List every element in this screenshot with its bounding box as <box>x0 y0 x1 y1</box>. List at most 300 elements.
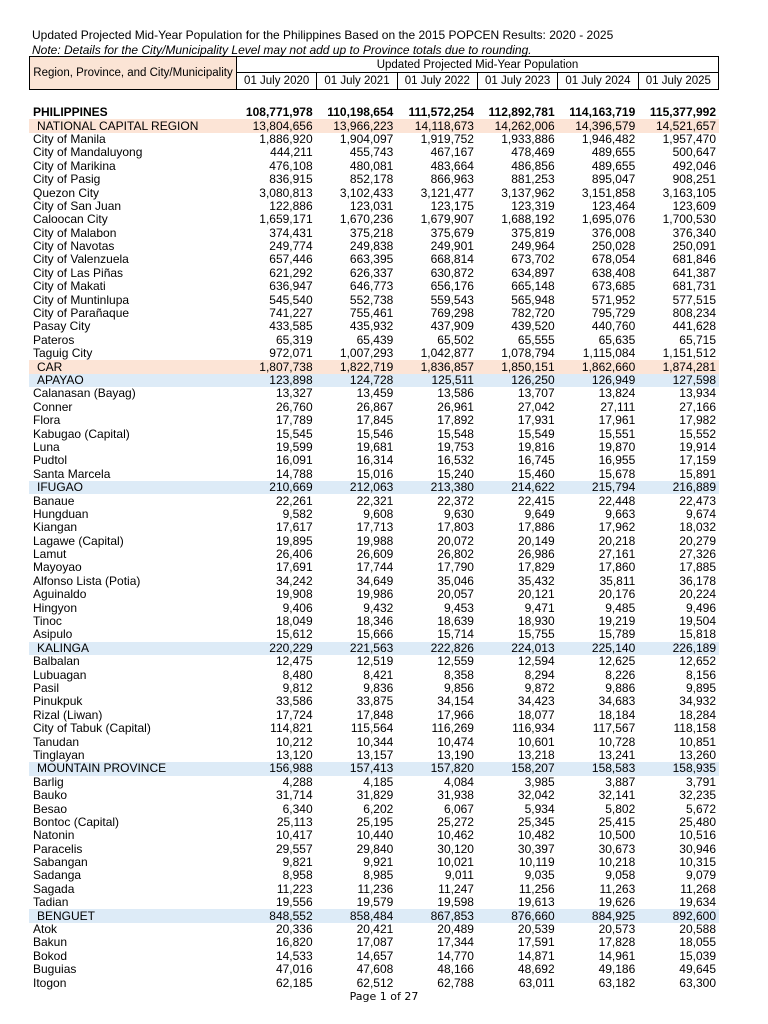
population-cell: 9,921 <box>363 855 394 870</box>
row-name: Conner <box>33 400 73 414</box>
population-cell: 441,628 <box>672 320 716 334</box>
population-cell: 213,380 <box>396 481 477 494</box>
table-row <box>29 468 719 481</box>
population-cell: 836,915 <box>269 172 313 187</box>
population-cell: 111,572,254 <box>408 106 474 120</box>
population-cell: 250,028 <box>591 239 636 254</box>
population-cell: 867,853 <box>396 909 477 922</box>
population-cell: 27,326 <box>679 547 716 562</box>
population-cell: 1,946,482 <box>581 132 636 146</box>
table-row <box>29 548 719 561</box>
table-row <box>29 896 719 909</box>
population-cell: 19,681 <box>356 440 394 454</box>
population-cell: 489,655 <box>591 159 636 173</box>
population-cell: 376,340 <box>672 226 716 240</box>
table-row <box>29 856 719 869</box>
population-cell: 65,715 <box>679 333 716 347</box>
population-cell: 13,966,223 <box>316 119 397 132</box>
population-cell: 1,933,886 <box>501 132 555 146</box>
population-cell: 12,594 <box>517 655 555 669</box>
population-cell: 9,453 <box>443 601 474 615</box>
population-cell: 17,966 <box>437 708 474 722</box>
population-cell: 35,811 <box>599 574 636 588</box>
population-cell: 18,184 <box>598 708 636 722</box>
population-cell: 17,848 <box>356 708 394 722</box>
population-cell: 1,151,512 <box>662 347 716 361</box>
population-cell: 65,502 <box>437 333 474 347</box>
population-cell: 17,860 <box>598 561 636 575</box>
population-cell: 14,396,579 <box>558 119 639 132</box>
population-cell: 20,539 <box>517 922 555 937</box>
table-row <box>29 360 719 373</box>
population-cell: 444,211 <box>270 146 313 160</box>
population-cell: 17,885 <box>679 561 716 575</box>
population-cell: 34,423 <box>517 695 555 709</box>
population-cell: 212,063 <box>316 481 397 494</box>
row-name: APAYAO <box>29 374 235 387</box>
population-cell: 48,166 <box>437 963 474 977</box>
population-cell: 755,461 <box>349 306 394 321</box>
population-cell: 17,789 <box>275 413 313 428</box>
row-name: Flora <box>33 413 61 428</box>
population-cell: 18,049 <box>275 614 313 629</box>
table-row <box>29 963 719 976</box>
population-cell: 1,904,097 <box>339 132 394 146</box>
table-row <box>29 454 719 467</box>
population-cell: 32,042 <box>517 788 555 803</box>
population-cell: 19,556 <box>275 896 313 910</box>
population-cell: 15,549 <box>517 427 555 441</box>
population-cell: 48,692 <box>517 963 555 977</box>
group-header: Updated Projected Mid-Year Population <box>237 57 719 73</box>
population-cell: 9,821 <box>282 855 313 870</box>
population-cell: 34,932 <box>679 695 716 709</box>
population-cell: 11,247 <box>438 882 474 896</box>
population-cell: 15,545 <box>275 427 313 441</box>
population-cell: 13,190 <box>437 748 474 762</box>
population-cell: 20,121 <box>517 588 555 602</box>
population-cell: 22,415 <box>517 494 555 508</box>
population-cell: 486,856 <box>511 159 555 173</box>
population-cell: 8,358 <box>443 668 474 682</box>
population-cell: 19,895 <box>275 534 313 548</box>
population-cell: 678,054 <box>591 253 636 267</box>
population-cell: 17,828 <box>598 936 636 950</box>
table-row <box>29 950 719 963</box>
row-name: Luna <box>33 440 60 454</box>
population-cell: 3,080,813 <box>259 186 313 200</box>
population-cell: 25,272 <box>437 815 474 829</box>
population-cell: 115,377,992 <box>649 106 716 120</box>
population-cell: 158,583 <box>558 762 639 775</box>
population-cell: 16,820 <box>275 936 313 950</box>
row-name: Hungduan <box>33 507 89 521</box>
population-cell: 124,728 <box>316 374 397 387</box>
row-name: Bauko <box>33 788 68 803</box>
population-cell: 17,617 <box>275 521 313 535</box>
population-cell: 15,789 <box>598 628 636 642</box>
table-row <box>29 521 719 534</box>
population-cell: 1,659,171 <box>259 213 313 227</box>
row-name: Natonin <box>33 829 75 843</box>
population-cell: 492,046 <box>672 159 716 173</box>
row-name: Itogon <box>33 976 67 990</box>
population-cell: 13,120 <box>275 748 313 762</box>
population-cell: 13,804,656 <box>235 119 316 132</box>
population-cell: 8,421 <box>363 668 394 682</box>
population-cell: 483,664 <box>430 159 474 173</box>
population-cell: 18,346 <box>356 614 394 629</box>
row-name: PHILIPPINES <box>33 106 108 120</box>
population-cell: 489,655 <box>591 146 636 160</box>
row-name: IFUGAO <box>29 481 235 494</box>
population-cell: 10,021 <box>437 855 474 870</box>
table-row <box>29 160 719 173</box>
population-cell: 26,802 <box>437 547 474 562</box>
population-cell: 19,634 <box>679 896 716 910</box>
table-row <box>29 106 719 119</box>
row-name: Balbalan <box>33 655 80 669</box>
population-cell: 14,262,006 <box>477 119 558 132</box>
population-cell: 26,867 <box>356 400 394 414</box>
table-row <box>29 936 719 949</box>
row-name: City of Parañaque <box>33 306 130 321</box>
table-row <box>29 709 719 722</box>
population-cell: 115,564 <box>350 721 394 736</box>
population-cell: 13,934 <box>679 387 716 401</box>
table-row <box>29 481 719 494</box>
population-cell: 808,234 <box>672 306 716 321</box>
population-cell: 565,948 <box>511 293 555 307</box>
population-cell: 13,586 <box>437 387 474 401</box>
table-row <box>29 776 719 789</box>
population-cell: 17,713 <box>356 521 394 535</box>
table-row <box>29 441 719 454</box>
table-row <box>29 334 719 347</box>
population-cell: 9,432 <box>363 601 394 615</box>
row-name: Lubuagan <box>33 668 87 682</box>
population-cell: 123,898 <box>235 374 316 387</box>
population-cell: 8,226 <box>605 668 636 682</box>
population-cell: 9,856 <box>443 681 474 695</box>
population-cell: 20,421 <box>356 922 394 937</box>
row-name: Buguias <box>33 963 77 977</box>
population-cell: 626,337 <box>349 266 394 280</box>
table-row <box>29 347 719 360</box>
population-cell: 9,812 <box>282 681 313 695</box>
population-cell: 15,612 <box>275 628 313 642</box>
population-cell: 20,224 <box>679 588 716 602</box>
table-row <box>29 802 719 815</box>
table-row <box>29 374 719 387</box>
population-cell: 32,141 <box>598 788 636 803</box>
row-name: City of Pasig <box>33 172 101 187</box>
table-row <box>29 749 719 762</box>
population-cell: 467,167 <box>430 146 474 160</box>
population-cell: 19,986 <box>356 588 394 602</box>
year-header: 01 July 2025 <box>638 73 718 90</box>
population-cell: 673,702 <box>511 253 555 267</box>
population-cell: 22,448 <box>598 494 636 508</box>
population-cell: 25,480 <box>679 815 716 829</box>
population-cell: 3,137,962 <box>501 186 555 200</box>
population-cell: 17,591 <box>517 936 555 950</box>
population-cell: 14,871 <box>517 949 555 963</box>
population-cell: 214,622 <box>477 481 558 494</box>
population-cell: 20,057 <box>437 588 474 602</box>
population-cell: 9,485 <box>605 601 636 615</box>
table-row <box>29 146 719 159</box>
population-cell: 9,406 <box>282 601 313 615</box>
population-cell: 630,872 <box>430 266 474 280</box>
population-cell: 18,930 <box>517 614 555 629</box>
population-cell: 1,850,151 <box>477 360 558 373</box>
population-cell: 681,846 <box>672 253 716 267</box>
population-cell: 1,836,857 <box>396 360 477 373</box>
population-cell: 9,608 <box>363 507 394 521</box>
population-cell: 11,236 <box>357 882 394 896</box>
population-cell: 8,480 <box>282 668 313 682</box>
population-cell: 249,774 <box>269 239 313 254</box>
population-cell: 25,113 <box>276 815 313 829</box>
population-cell: 22,261 <box>275 494 313 508</box>
population-cell: 892,600 <box>638 909 719 922</box>
population-cell: 18,032 <box>679 521 716 535</box>
population-cell: 19,816 <box>517 440 555 454</box>
population-cell: 769,298 <box>430 306 474 321</box>
table-row <box>29 695 719 708</box>
population-cell: 15,755 <box>517 628 555 642</box>
population-cell: 123,609 <box>672 199 716 213</box>
population-cell: 1,042,877 <box>420 347 474 361</box>
population-cell: 249,901 <box>430 239 474 254</box>
population-cell: 3,791 <box>685 775 716 789</box>
population-cell: 16,091 <box>275 454 313 468</box>
population-cell: 26,961 <box>437 400 474 414</box>
population-cell: 668,814 <box>430 253 474 267</box>
population-cell: 10,417 <box>275 829 313 843</box>
population-cell: 114,821 <box>270 721 313 736</box>
table-row <box>29 829 719 842</box>
population-cell: 25,345 <box>517 815 555 829</box>
row-name: Bontoc (Capital) <box>33 815 120 829</box>
population-cell: 4,084 <box>443 775 474 789</box>
row-name: Banaue <box>33 494 75 508</box>
population-cell: 249,838 <box>349 239 394 254</box>
table-row <box>29 200 719 213</box>
population-cell: 49,186 <box>598 963 636 977</box>
table-row <box>29 280 719 293</box>
row-name: City of San Juan <box>33 199 122 213</box>
population-cell: 559,543 <box>430 293 474 307</box>
document-title: Updated Projected Mid-Year Population for the Philippines Based on the 2015 POPCEN Results: 2020 - 2025 <box>32 28 614 42</box>
row-name: Santa Marcela <box>33 467 111 481</box>
population-cell: 20,336 <box>275 922 313 937</box>
population-cell: 13,459 <box>356 387 394 401</box>
population-cell: 19,988 <box>356 534 394 548</box>
population-cell: 552,738 <box>349 293 394 307</box>
population-cell: 14,770 <box>437 949 474 963</box>
population-cell: 19,504 <box>679 614 716 629</box>
year-header: 01 July 2024 <box>558 73 638 90</box>
row-name: Lagawe (Capital) <box>33 534 124 548</box>
population-cell: 33,875 <box>356 695 394 709</box>
row-name: KALINGA <box>29 642 235 655</box>
table-row <box>29 494 719 507</box>
population-cell: 63,182 <box>598 976 636 990</box>
population-cell: 9,471 <box>524 601 555 615</box>
population-cell: 11,268 <box>680 882 716 896</box>
population-cell: 5,934 <box>524 802 555 816</box>
population-cell: 226,189 <box>638 642 719 655</box>
table-row <box>29 401 719 414</box>
population-cell: 12,625 <box>598 655 636 669</box>
table-row <box>29 762 719 775</box>
population-cell: 375,679 <box>430 226 474 240</box>
table-row <box>29 923 719 936</box>
table-row <box>29 535 719 548</box>
population-cell: 5,672 <box>685 802 716 816</box>
table-row <box>29 869 719 882</box>
table-row <box>29 588 719 601</box>
population-cell: 15,039 <box>679 949 716 963</box>
population-cell: 10,851 <box>679 735 716 749</box>
population-cell: 1,886,920 <box>259 132 313 146</box>
population-cell: 8,156 <box>685 668 716 682</box>
table-header <box>29 56 719 90</box>
population-cell: 435,932 <box>349 320 394 334</box>
table-row <box>29 307 719 320</box>
population-cell: 1,807,738 <box>235 360 316 373</box>
row-name: City of Las Piñas <box>33 266 124 280</box>
table-row <box>29 213 719 226</box>
year-header: 01 July 2022 <box>397 73 477 90</box>
population-cell: 20,573 <box>598 922 636 937</box>
population-cell: 10,119 <box>518 855 555 870</box>
population-cell: 17,845 <box>356 413 394 428</box>
population-table <box>29 106 719 990</box>
population-cell: 15,460 <box>517 467 555 481</box>
population-cell: 8,958 <box>282 869 313 883</box>
population-cell: 19,914 <box>679 440 716 454</box>
population-cell: 8,294 <box>524 668 555 682</box>
row-name: Alfonso Lista (Potia) <box>33 574 141 588</box>
population-cell: 65,635 <box>598 333 636 347</box>
population-cell: 571,952 <box>591 293 636 307</box>
population-cell: 117,567 <box>592 721 636 736</box>
population-cell: 10,482 <box>517 829 555 843</box>
population-cell: 126,949 <box>558 374 639 387</box>
population-cell: 9,886 <box>605 681 636 695</box>
population-cell: 641,387 <box>672 266 716 280</box>
population-cell: 9,872 <box>524 681 555 695</box>
population-cell: 224,013 <box>477 642 558 655</box>
population-cell: 10,500 <box>598 829 636 843</box>
population-cell: 216,889 <box>638 481 719 494</box>
population-cell: 455,743 <box>349 146 394 160</box>
population-cell: 375,819 <box>511 226 555 240</box>
population-cell: 858,484 <box>316 909 397 922</box>
row-name: Tadian <box>33 896 69 910</box>
population-cell: 123,031 <box>349 199 394 213</box>
population-cell: 646,773 <box>349 280 394 294</box>
population-cell: 8,985 <box>363 869 394 883</box>
population-cell: 33,586 <box>275 695 313 709</box>
population-cell: 123,319 <box>511 199 555 213</box>
population-cell: 20,489 <box>437 922 474 937</box>
population-cell: 108,771,978 <box>245 106 313 120</box>
row-name: Sagada <box>33 882 75 896</box>
population-cell: 9,895 <box>685 681 716 695</box>
population-cell: 9,058 <box>605 869 636 883</box>
table-row <box>29 842 719 855</box>
row-name: Bakun <box>33 936 68 950</box>
population-cell: 9,630 <box>443 507 474 521</box>
population-cell: 634,897 <box>511 266 555 280</box>
row-label-header: Region, Province, and City/Municipality <box>30 57 237 90</box>
population-cell: 15,818 <box>679 628 716 642</box>
population-cell: 20,149 <box>517 534 555 548</box>
population-cell: 31,714 <box>275 788 313 803</box>
population-cell: 10,315 <box>679 855 716 870</box>
population-cell: 1,874,281 <box>638 360 719 373</box>
population-cell: 9,649 <box>524 507 555 521</box>
table-row <box>29 186 719 199</box>
row-name: City of Manila <box>33 132 106 146</box>
population-cell: 15,240 <box>437 467 474 481</box>
population-cell: 9,674 <box>685 507 716 521</box>
population-cell: 249,964 <box>511 239 555 254</box>
population-cell: 11,256 <box>518 882 555 896</box>
population-cell: 19,598 <box>437 896 474 910</box>
population-cell: 11,263 <box>599 882 636 896</box>
population-cell: 577,515 <box>672 293 716 307</box>
population-cell: 34,683 <box>598 695 636 709</box>
population-cell: 972,071 <box>269 347 313 361</box>
population-cell: 123,175 <box>430 199 474 213</box>
population-cell: 848,552 <box>235 909 316 922</box>
row-name: City of Valenzuela <box>33 253 129 267</box>
row-name: City of Muntinlupa <box>33 293 130 307</box>
population-cell: 15,666 <box>356 628 394 642</box>
population-cell: 17,961 <box>598 413 636 428</box>
row-name: Sabangan <box>33 855 88 870</box>
population-cell: 13,260 <box>679 748 716 762</box>
row-name: Pasil <box>33 681 60 695</box>
population-cell: 1,078,794 <box>501 347 555 361</box>
population-cell: 20,588 <box>679 922 716 937</box>
population-cell: 47,608 <box>356 963 394 977</box>
row-name: Tanudan <box>33 735 80 749</box>
population-cell: 27,161 <box>598 547 636 562</box>
population-cell: 30,946 <box>679 842 716 856</box>
population-cell: 19,579 <box>356 896 394 910</box>
row-name: Hingyon <box>33 601 78 615</box>
population-cell: 14,118,673 <box>396 119 477 132</box>
population-cell: 123,464 <box>591 199 636 213</box>
population-cell: 19,599 <box>275 440 313 454</box>
population-cell: 63,011 <box>518 976 555 990</box>
population-cell: 13,707 <box>517 387 555 401</box>
population-cell: 32,235 <box>679 788 716 803</box>
population-cell: 18,077 <box>517 708 555 722</box>
population-cell: 19,626 <box>598 896 636 910</box>
population-cell: 10,212 <box>275 735 313 749</box>
population-cell: 440,760 <box>591 320 636 334</box>
year-header: 01 July 2021 <box>317 73 397 90</box>
table-row <box>29 253 719 266</box>
population-cell: 156,988 <box>235 762 316 775</box>
